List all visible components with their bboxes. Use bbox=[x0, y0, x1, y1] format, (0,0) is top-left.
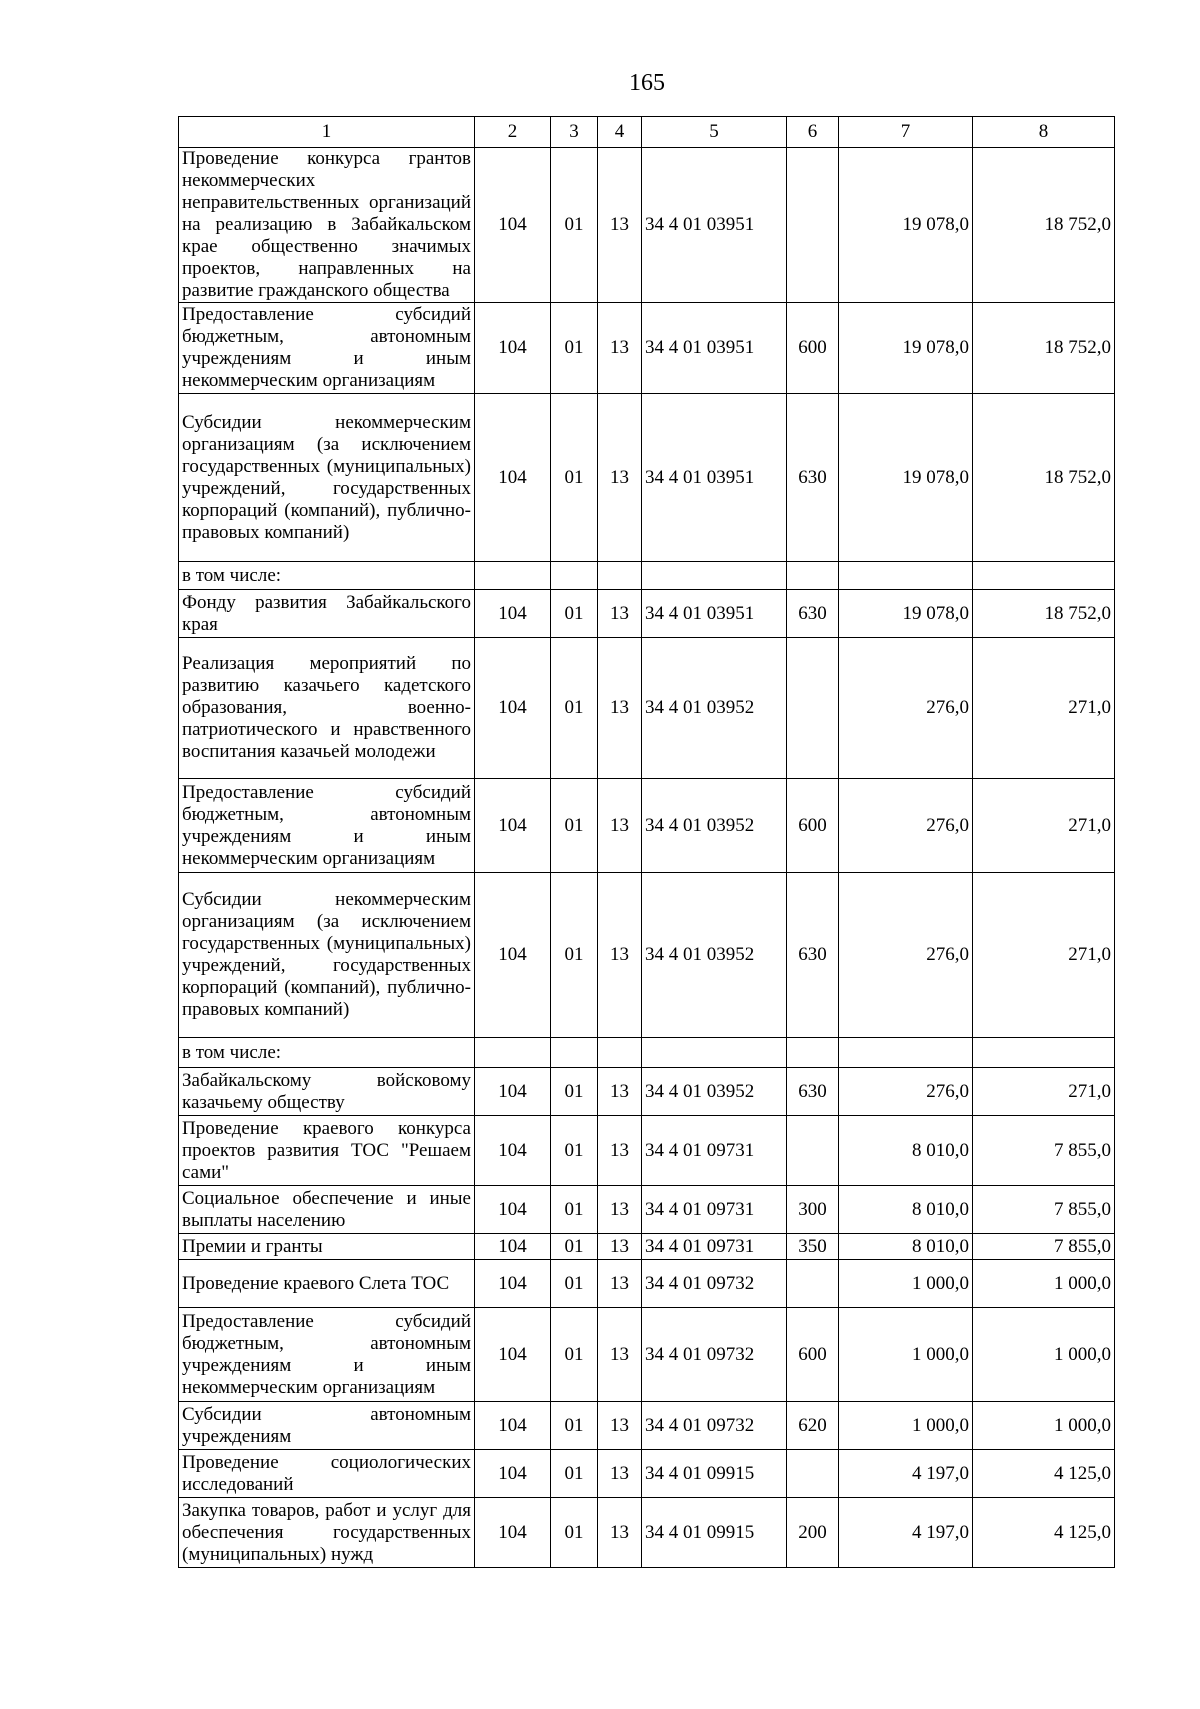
cell-col5: 34 4 01 09915 bbox=[642, 1450, 787, 1498]
cell-col7: 19 078,0 bbox=[839, 148, 973, 303]
row-name: Субсидии автономным учреждениям bbox=[179, 1402, 475, 1450]
cell-col8: 7 855,0 bbox=[973, 1234, 1115, 1260]
cell-col2: 104 bbox=[475, 1498, 551, 1568]
cell-col2: 104 bbox=[475, 873, 551, 1038]
table-row bbox=[179, 1038, 1115, 1068]
cell-col5: 34 4 01 03952 bbox=[642, 779, 787, 873]
cell-col8: 271,0 bbox=[973, 638, 1115, 779]
cell-col5: 34 4 01 09732 bbox=[642, 1308, 787, 1402]
cell-col5: 34 4 01 09731 bbox=[642, 1234, 787, 1260]
cell-col8: 1 000,0 bbox=[973, 1308, 1115, 1402]
header-cell: 3 bbox=[551, 117, 598, 148]
row-name: Проведение социологических исследований bbox=[179, 1450, 475, 1498]
cell-col2: 104 bbox=[475, 590, 551, 638]
cell-col4: 13 bbox=[598, 779, 642, 873]
cell-col3: 01 bbox=[551, 1450, 598, 1498]
cell-col4: 13 bbox=[598, 1402, 642, 1450]
cell-col2: 104 bbox=[475, 303, 551, 394]
cell-col8 bbox=[973, 1038, 1115, 1068]
cell-col5: 34 4 01 09915 bbox=[642, 1498, 787, 1568]
cell-col6: 600 bbox=[787, 303, 839, 394]
cell-col6 bbox=[787, 1116, 839, 1186]
cell-col5: 34 4 01 03951 bbox=[642, 394, 787, 562]
cell-col7: 1 000,0 bbox=[839, 1402, 973, 1450]
cell-col4: 13 bbox=[598, 1068, 642, 1116]
header-cell: 8 bbox=[973, 117, 1115, 148]
cell-col2: 104 bbox=[475, 1260, 551, 1308]
cell-col7: 19 078,0 bbox=[839, 394, 973, 562]
cell-col4: 13 bbox=[598, 1450, 642, 1498]
row-name: Предоставление субсидий бюджетным, автономным учреждениям и иным некоммерческим организациям bbox=[179, 779, 475, 873]
header-cell: 2 bbox=[475, 117, 551, 148]
table-row bbox=[179, 562, 1115, 590]
cell-col2 bbox=[475, 1038, 551, 1068]
row-name: Предоставление субсидий бюджетным, автономным учреждениям и иным некоммерческим организациям bbox=[179, 303, 475, 394]
cell-col4: 13 bbox=[598, 1308, 642, 1402]
cell-col7: 8 010,0 bbox=[839, 1234, 973, 1260]
cell-col3 bbox=[551, 1038, 598, 1068]
cell-col5 bbox=[642, 562, 787, 590]
cell-col2: 104 bbox=[475, 1308, 551, 1402]
cell-col8: 18 752,0 bbox=[973, 148, 1115, 303]
table-row bbox=[179, 873, 1115, 1038]
cell-col3: 01 bbox=[551, 1498, 598, 1568]
cell-col4: 13 bbox=[598, 1498, 642, 1568]
table-row bbox=[179, 1308, 1115, 1402]
cell-col4 bbox=[598, 562, 642, 590]
cell-col5: 34 4 01 09732 bbox=[642, 1402, 787, 1450]
cell-col8: 18 752,0 bbox=[973, 394, 1115, 562]
row-name: Предоставление субсидий бюджетным, автономным учреждениям и иным некоммерческим организациям bbox=[179, 1308, 475, 1402]
cell-col7 bbox=[839, 562, 973, 590]
cell-col2: 104 bbox=[475, 1068, 551, 1116]
cell-col8: 7 855,0 bbox=[973, 1116, 1115, 1186]
cell-col8: 7 855,0 bbox=[973, 1186, 1115, 1234]
table-row bbox=[179, 1186, 1115, 1234]
cell-col4: 13 bbox=[598, 148, 642, 303]
cell-col4: 13 bbox=[598, 1234, 642, 1260]
cell-col7: 276,0 bbox=[839, 1068, 973, 1116]
row-name: в том числе: bbox=[179, 1038, 475, 1068]
cell-col4: 13 bbox=[598, 1260, 642, 1308]
cell-col5: 34 4 01 03952 bbox=[642, 638, 787, 779]
cell-col7: 4 197,0 bbox=[839, 1498, 973, 1568]
cell-col6: 620 bbox=[787, 1402, 839, 1450]
cell-col4 bbox=[598, 1038, 642, 1068]
cell-col3: 01 bbox=[551, 638, 598, 779]
row-name: Субсидии некоммерческим организациям (за исключением государственных (муниципальных) учреждений, государственных корпораций (компаний), публично-правовых компаний) bbox=[179, 873, 475, 1038]
cell-col5: 34 4 01 09731 bbox=[642, 1186, 787, 1234]
table-row bbox=[179, 1498, 1115, 1568]
cell-col4: 13 bbox=[598, 873, 642, 1038]
cell-col8: 271,0 bbox=[973, 873, 1115, 1038]
cell-col4: 13 bbox=[598, 1186, 642, 1234]
row-name: Проведение краевого Слета ТОС bbox=[179, 1260, 475, 1308]
cell-col6: 350 bbox=[787, 1234, 839, 1260]
row-name: Фонду развития Забайкальского края bbox=[179, 590, 475, 638]
cell-col2: 104 bbox=[475, 779, 551, 873]
row-name: Закупка товаров, работ и услуг для обеспечения государственных (муниципальных) нужд bbox=[179, 1498, 475, 1568]
table-header-row bbox=[179, 117, 1115, 148]
cell-col6 bbox=[787, 638, 839, 779]
cell-col2: 104 bbox=[475, 394, 551, 562]
cell-col7: 8 010,0 bbox=[839, 1116, 973, 1186]
table-row bbox=[179, 638, 1115, 779]
header-cell: 5 bbox=[642, 117, 787, 148]
header-cell: 7 bbox=[839, 117, 973, 148]
cell-col7: 4 197,0 bbox=[839, 1450, 973, 1498]
header-cell: 4 bbox=[598, 117, 642, 148]
cell-col6: 630 bbox=[787, 873, 839, 1038]
cell-col6 bbox=[787, 148, 839, 303]
table-row bbox=[179, 148, 1115, 303]
cell-col7: 276,0 bbox=[839, 873, 973, 1038]
cell-col7: 8 010,0 bbox=[839, 1186, 973, 1234]
table-row bbox=[179, 590, 1115, 638]
row-name: Проведение краевого конкурса проектов развития ТОС "Решаем сами" bbox=[179, 1116, 475, 1186]
table-row bbox=[179, 303, 1115, 394]
cell-col7: 1 000,0 bbox=[839, 1260, 973, 1308]
header-cell: 1 bbox=[179, 117, 475, 148]
cell-col6: 600 bbox=[787, 779, 839, 873]
table-row bbox=[179, 779, 1115, 873]
cell-col5: 34 4 01 09731 bbox=[642, 1116, 787, 1186]
cell-col3: 01 bbox=[551, 1068, 598, 1116]
cell-col2: 104 bbox=[475, 1450, 551, 1498]
cell-col6 bbox=[787, 1450, 839, 1498]
cell-col5: 34 4 01 03951 bbox=[642, 303, 787, 394]
cell-col7 bbox=[839, 1038, 973, 1068]
table-row bbox=[179, 1068, 1115, 1116]
cell-col7: 276,0 bbox=[839, 779, 973, 873]
cell-col3: 01 bbox=[551, 148, 598, 303]
row-name: Реализация мероприятий по развитию казачьего кадетского образования, военно-патриотического и нравственного воспитания казачьей молодежи bbox=[179, 638, 475, 779]
table-row bbox=[179, 394, 1115, 562]
cell-col7: 1 000,0 bbox=[839, 1308, 973, 1402]
cell-col6: 630 bbox=[787, 590, 839, 638]
table-row bbox=[179, 1402, 1115, 1450]
table-row bbox=[179, 1450, 1115, 1498]
cell-col3: 01 bbox=[551, 1402, 598, 1450]
table-row bbox=[179, 1234, 1115, 1260]
cell-col6: 200 bbox=[787, 1498, 839, 1568]
row-name: Забайкальскому войсковому казачьему обществу bbox=[179, 1068, 475, 1116]
cell-col8: 271,0 bbox=[973, 779, 1115, 873]
row-name: Проведение конкурса грантов некоммерческих неправительственных организаций на реализацию в Забайкальском крае общественно значимых проектов, направленных на развитие гражданского общества bbox=[179, 148, 475, 303]
cell-col3: 01 bbox=[551, 1260, 598, 1308]
cell-col8: 4 125,0 bbox=[973, 1450, 1115, 1498]
cell-col4: 13 bbox=[598, 303, 642, 394]
cell-col4: 13 bbox=[598, 638, 642, 779]
cell-col3: 01 bbox=[551, 1116, 598, 1186]
page-number: 165 bbox=[629, 70, 665, 96]
cell-col6 bbox=[787, 1038, 839, 1068]
cell-col8 bbox=[973, 562, 1115, 590]
row-name: Субсидии некоммерческим организациям (за исключением государственных (муниципальных) учреждений, государственных корпораций (компаний), публично-правовых компаний) bbox=[179, 394, 475, 562]
cell-col3: 01 bbox=[551, 1186, 598, 1234]
cell-col2 bbox=[475, 562, 551, 590]
cell-col5: 34 4 01 09732 bbox=[642, 1260, 787, 1308]
cell-col6: 630 bbox=[787, 1068, 839, 1116]
row-name: в том числе: bbox=[179, 562, 475, 590]
cell-col3: 01 bbox=[551, 1234, 598, 1260]
row-name: Премии и гранты bbox=[179, 1234, 475, 1260]
cell-col3: 01 bbox=[551, 303, 598, 394]
cell-col3 bbox=[551, 562, 598, 590]
header-cell: 6 bbox=[787, 117, 839, 148]
cell-col2: 104 bbox=[475, 1234, 551, 1260]
cell-col3: 01 bbox=[551, 873, 598, 1038]
cell-col3: 01 bbox=[551, 590, 598, 638]
cell-col4: 13 bbox=[598, 1116, 642, 1186]
budget-table bbox=[178, 116, 1115, 1568]
cell-col2: 104 bbox=[475, 1402, 551, 1450]
cell-col2: 104 bbox=[475, 1116, 551, 1186]
cell-col5: 34 4 01 03952 bbox=[642, 1068, 787, 1116]
row-name: Социальное обеспечение и иные выплаты населению bbox=[179, 1186, 475, 1234]
cell-col8: 4 125,0 bbox=[973, 1498, 1115, 1568]
cell-col2: 104 bbox=[475, 1186, 551, 1234]
cell-col8: 18 752,0 bbox=[973, 303, 1115, 394]
cell-col7: 19 078,0 bbox=[839, 590, 973, 638]
cell-col4: 13 bbox=[598, 590, 642, 638]
cell-col5: 34 4 01 03952 bbox=[642, 873, 787, 1038]
cell-col3: 01 bbox=[551, 394, 598, 562]
cell-col5 bbox=[642, 1038, 787, 1068]
table-row bbox=[179, 1116, 1115, 1186]
cell-col5: 34 4 01 03951 bbox=[642, 590, 787, 638]
cell-col8: 1 000,0 bbox=[973, 1402, 1115, 1450]
cell-col8: 18 752,0 bbox=[973, 590, 1115, 638]
cell-col6: 630 bbox=[787, 394, 839, 562]
cell-col3: 01 bbox=[551, 779, 598, 873]
cell-col5: 34 4 01 03951 bbox=[642, 148, 787, 303]
cell-col7: 276,0 bbox=[839, 638, 973, 779]
cell-col7: 19 078,0 bbox=[839, 303, 973, 394]
cell-col8: 271,0 bbox=[973, 1068, 1115, 1116]
cell-col2: 104 bbox=[475, 638, 551, 779]
cell-col2: 104 bbox=[475, 148, 551, 303]
cell-col6 bbox=[787, 562, 839, 590]
table-row bbox=[179, 1260, 1115, 1308]
cell-col6: 600 bbox=[787, 1308, 839, 1402]
cell-col6: 300 bbox=[787, 1186, 839, 1234]
cell-col4: 13 bbox=[598, 394, 642, 562]
cell-col6 bbox=[787, 1260, 839, 1308]
cell-col8: 1 000,0 bbox=[973, 1260, 1115, 1308]
cell-col3: 01 bbox=[551, 1308, 598, 1402]
